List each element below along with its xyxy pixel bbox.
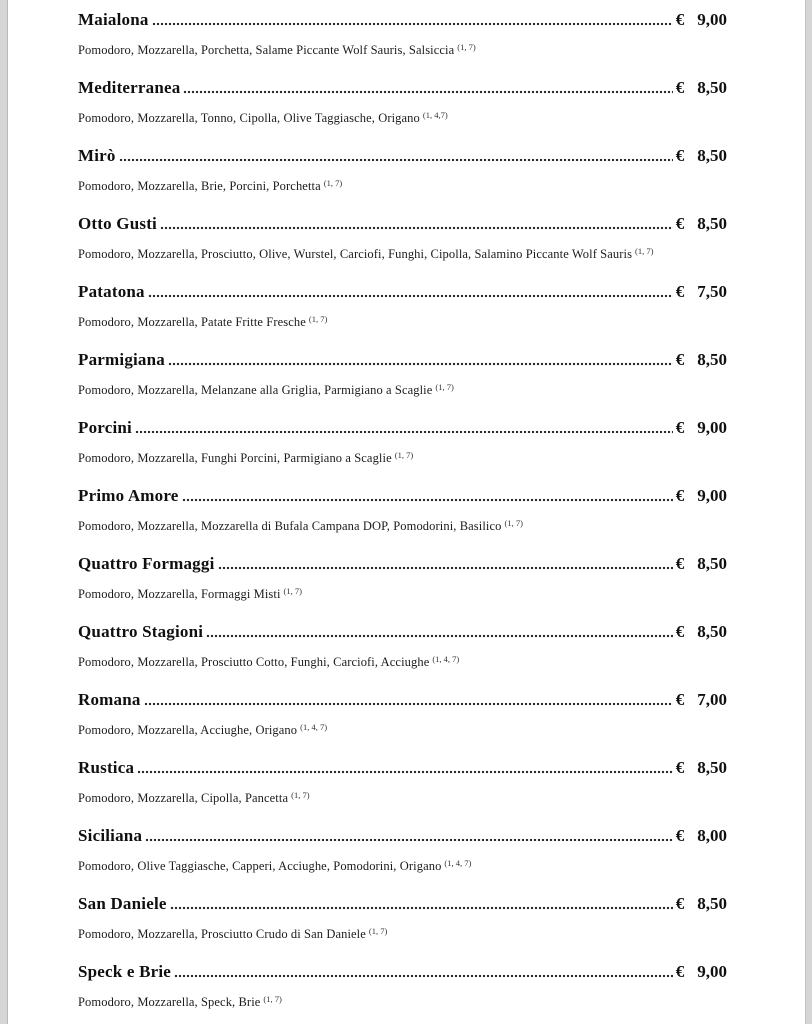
ingredients-text: Pomodoro, Mozzarella, Cipolla, Pancetta <box>78 791 289 805</box>
menu-item-row <box>78 213 727 235</box>
price-amount: 7,50 <box>697 282 727 301</box>
menu-item-price <box>676 689 727 711</box>
menu-item <box>78 485 727 534</box>
price-amount: 8,50 <box>697 214 727 233</box>
menu-item <box>78 621 727 670</box>
price-amount: 8,50 <box>697 350 727 369</box>
menu-item <box>78 757 727 806</box>
menu-item-name: Quattro Stagioni <box>78 622 204 641</box>
dotted-leader <box>170 906 673 910</box>
menu-item-name: Siciliana <box>78 826 143 845</box>
ingredients-text: Pomodoro, Mozzarella, Melanzane alla Griglia, Parmigiano a Scaglie <box>78 383 433 397</box>
menu-item <box>78 213 727 262</box>
menu-item <box>78 281 727 330</box>
dotted-leader <box>206 634 673 638</box>
currency-symbol: € <box>675 146 685 165</box>
ingredients-text: Pomodoro, Mozzarella, Porchetta, Salame Piccante Wolf Sauris, Salsiccia <box>78 43 455 57</box>
menu-item-row <box>78 961 727 983</box>
menu-item-description <box>78 856 727 874</box>
menu-item-name: Otto Gusti <box>78 214 157 233</box>
ingredients-text: Pomodoro, Mozzarella, Funghi Porcini, Parmigiano a Scaglie <box>78 451 392 465</box>
price-amount: 9,00 <box>697 486 727 505</box>
currency-symbol: € <box>675 554 685 573</box>
currency-symbol: € <box>675 486 685 505</box>
ingredients-text: Pomodoro, Mozzarella, Speck, Brie <box>78 995 261 1009</box>
menu-item-name: Mediterranea <box>78 78 181 97</box>
menu-item-name: Patatona <box>78 282 145 301</box>
ingredients-text: Pomodoro, Mozzarella, Mozzarella di Bufala Campana DOP, Pomodorini, Basilico <box>78 519 502 533</box>
menu-item-price <box>676 349 727 371</box>
menu-item-row <box>78 553 727 575</box>
allergen-numbers: (1, 4, 7) <box>444 858 472 868</box>
menu-item-name: Parmigiana <box>78 350 165 369</box>
currency-symbol: € <box>675 690 685 709</box>
ingredients-text: Pomodoro, Mozzarella, Formaggi Misti <box>78 587 281 601</box>
currency-symbol: € <box>675 758 685 777</box>
currency-symbol: € <box>675 78 685 97</box>
allergen-numbers: (1, 4,7) <box>422 110 448 120</box>
menu-item-price <box>676 961 727 983</box>
menu-item-row <box>78 689 727 711</box>
menu-item-description <box>78 108 727 126</box>
menu-item-name: Speck e Brie <box>78 962 172 981</box>
currency-symbol: € <box>675 894 685 913</box>
menu-item-description <box>78 720 727 738</box>
menu-item-price <box>676 213 727 235</box>
menu-item-row <box>78 349 727 371</box>
ingredients-text: Pomodoro, Olive Taggiasche, Capperi, Acciughe, Pomodorini, Origano <box>78 859 442 873</box>
menu-item-price <box>676 757 727 779</box>
price-amount: 8,50 <box>697 146 727 165</box>
currency-symbol: € <box>675 214 685 233</box>
ingredients-text: Pomodoro, Mozzarella, Prosciutto, Olive, Wurstel, Carciofi, Funghi, Cipolla, Salamino Piccante Wolf Sauris <box>78 247 633 261</box>
menu-item <box>78 825 727 874</box>
currency-symbol: € <box>675 826 685 845</box>
menu-item-name: Mirò <box>78 146 116 165</box>
price-amount: 8,00 <box>697 826 727 845</box>
menu-item-row <box>78 417 727 439</box>
menu-item-description <box>78 584 727 602</box>
allergen-numbers: (1, 7) <box>323 178 343 188</box>
menu-item-description <box>78 312 727 330</box>
dotted-leader <box>137 770 673 774</box>
currency-symbol: € <box>675 10 685 29</box>
allergen-numbers: (1, 4, 7) <box>300 722 328 732</box>
menu-item-price <box>676 145 727 167</box>
ingredients-text: Pomodoro, Mozzarella, Tonno, Cipolla, Olive Taggiasche, Origano <box>78 111 420 125</box>
menu-item <box>78 961 727 1010</box>
allergen-numbers: (1, 4, 7) <box>432 654 460 664</box>
menu-item-row <box>78 621 727 643</box>
menu-item-row <box>78 77 727 99</box>
menu-item-name: Maialona <box>78 10 149 29</box>
menu-item <box>78 893 727 942</box>
menu-item-description <box>78 516 727 534</box>
ingredients-text: Pomodoro, Mozzarella, Prosciutto Crudo di San Daniele <box>78 927 366 941</box>
menu-item-row <box>78 145 727 167</box>
dotted-leader <box>119 158 673 162</box>
menu-item-name: Quattro Formaggi <box>78 554 215 573</box>
menu-item-row <box>78 757 727 779</box>
menu-item-description <box>78 448 727 466</box>
menu-item-price <box>676 553 727 575</box>
dotted-leader <box>182 498 673 502</box>
currency-symbol: € <box>675 418 685 437</box>
menu-item-price <box>676 281 727 303</box>
dotted-leader <box>160 226 673 230</box>
menu-item-name: San Daniele <box>78 894 167 913</box>
menu-item-name: Porcini <box>78 418 132 437</box>
menu-item-price <box>676 417 727 439</box>
menu-item <box>78 9 727 58</box>
allergen-numbers: (1, 7) <box>291 790 310 800</box>
currency-symbol: € <box>675 622 685 641</box>
menu-item-description <box>78 924 727 942</box>
menu-item-description <box>78 788 727 806</box>
menu-item <box>78 349 727 398</box>
dotted-leader <box>152 22 673 26</box>
menu-item-name: Romana <box>78 690 141 709</box>
allergen-numbers: (1, 7) <box>435 382 454 392</box>
menu-item <box>78 417 727 466</box>
menu-item-description <box>78 40 727 58</box>
menu-item <box>78 77 727 126</box>
dotted-leader <box>148 294 673 298</box>
menu-item-description <box>78 380 727 398</box>
price-amount: 8,50 <box>697 78 727 97</box>
menu-item-price <box>676 825 727 847</box>
menu-item-price <box>676 893 727 915</box>
currency-symbol: € <box>675 962 685 981</box>
menu-item-price <box>676 621 727 643</box>
allergen-numbers: (1, 7) <box>394 450 414 460</box>
ingredients-text: Pomodoro, Mozzarella, Prosciutto Cotto, Funghi, Carciofi, Acciughe <box>78 655 430 669</box>
menu-item-name: Rustica <box>78 758 135 777</box>
ingredients-text: Pomodoro, Mozzarella, Patate Fritte Fresche <box>78 315 306 329</box>
dotted-leader <box>144 702 673 706</box>
price-amount: 9,00 <box>697 418 727 437</box>
price-amount: 8,50 <box>697 554 727 573</box>
menu-item-row <box>78 893 727 915</box>
price-amount: 8,50 <box>697 894 727 913</box>
menu-item-row <box>78 485 727 507</box>
allergen-numbers: (1, 7) <box>504 518 523 528</box>
menu-item <box>78 553 727 602</box>
dotted-leader <box>135 430 673 434</box>
allergen-numbers: (1, 7) <box>308 314 328 324</box>
menu-item-description <box>78 176 727 194</box>
currency-symbol: € <box>675 282 685 301</box>
menu-item <box>78 689 727 738</box>
price-amount: 9,00 <box>697 962 727 981</box>
ingredients-text: Pomodoro, Mozzarella, Acciughe, Origano <box>78 723 298 737</box>
price-amount: 8,50 <box>697 622 727 641</box>
menu-item-price <box>676 485 727 507</box>
allergen-numbers: (1, 7) <box>283 586 302 596</box>
menu-item-price <box>676 9 727 31</box>
currency-symbol: € <box>675 350 685 369</box>
menu-item-description <box>78 992 727 1010</box>
menu-item-name: Primo Amore <box>78 486 179 505</box>
price-amount: 7,00 <box>697 690 727 709</box>
price-amount: 9,00 <box>697 10 727 29</box>
menu-item <box>78 145 727 194</box>
menu-item-row <box>78 9 727 31</box>
allergen-numbers: (1, 7) <box>368 926 388 936</box>
allergen-numbers: (1, 7) <box>635 246 654 256</box>
menu-item-row <box>78 825 727 847</box>
dotted-leader <box>183 90 672 94</box>
menu-item-description <box>78 652 727 670</box>
dotted-leader <box>218 566 673 570</box>
menu-item-price <box>676 77 727 99</box>
menu-item-description <box>78 244 727 262</box>
dotted-leader <box>168 362 673 366</box>
menu-item-row <box>78 281 727 303</box>
allergen-numbers: (1, 7) <box>263 994 282 1004</box>
price-amount: 8,50 <box>697 758 727 777</box>
ingredients-text: Pomodoro, Mozzarella, Brie, Porcini, Porchetta <box>78 179 321 193</box>
allergen-numbers: (1, 7) <box>457 42 476 52</box>
dotted-leader <box>145 838 673 842</box>
dotted-leader <box>174 974 673 978</box>
